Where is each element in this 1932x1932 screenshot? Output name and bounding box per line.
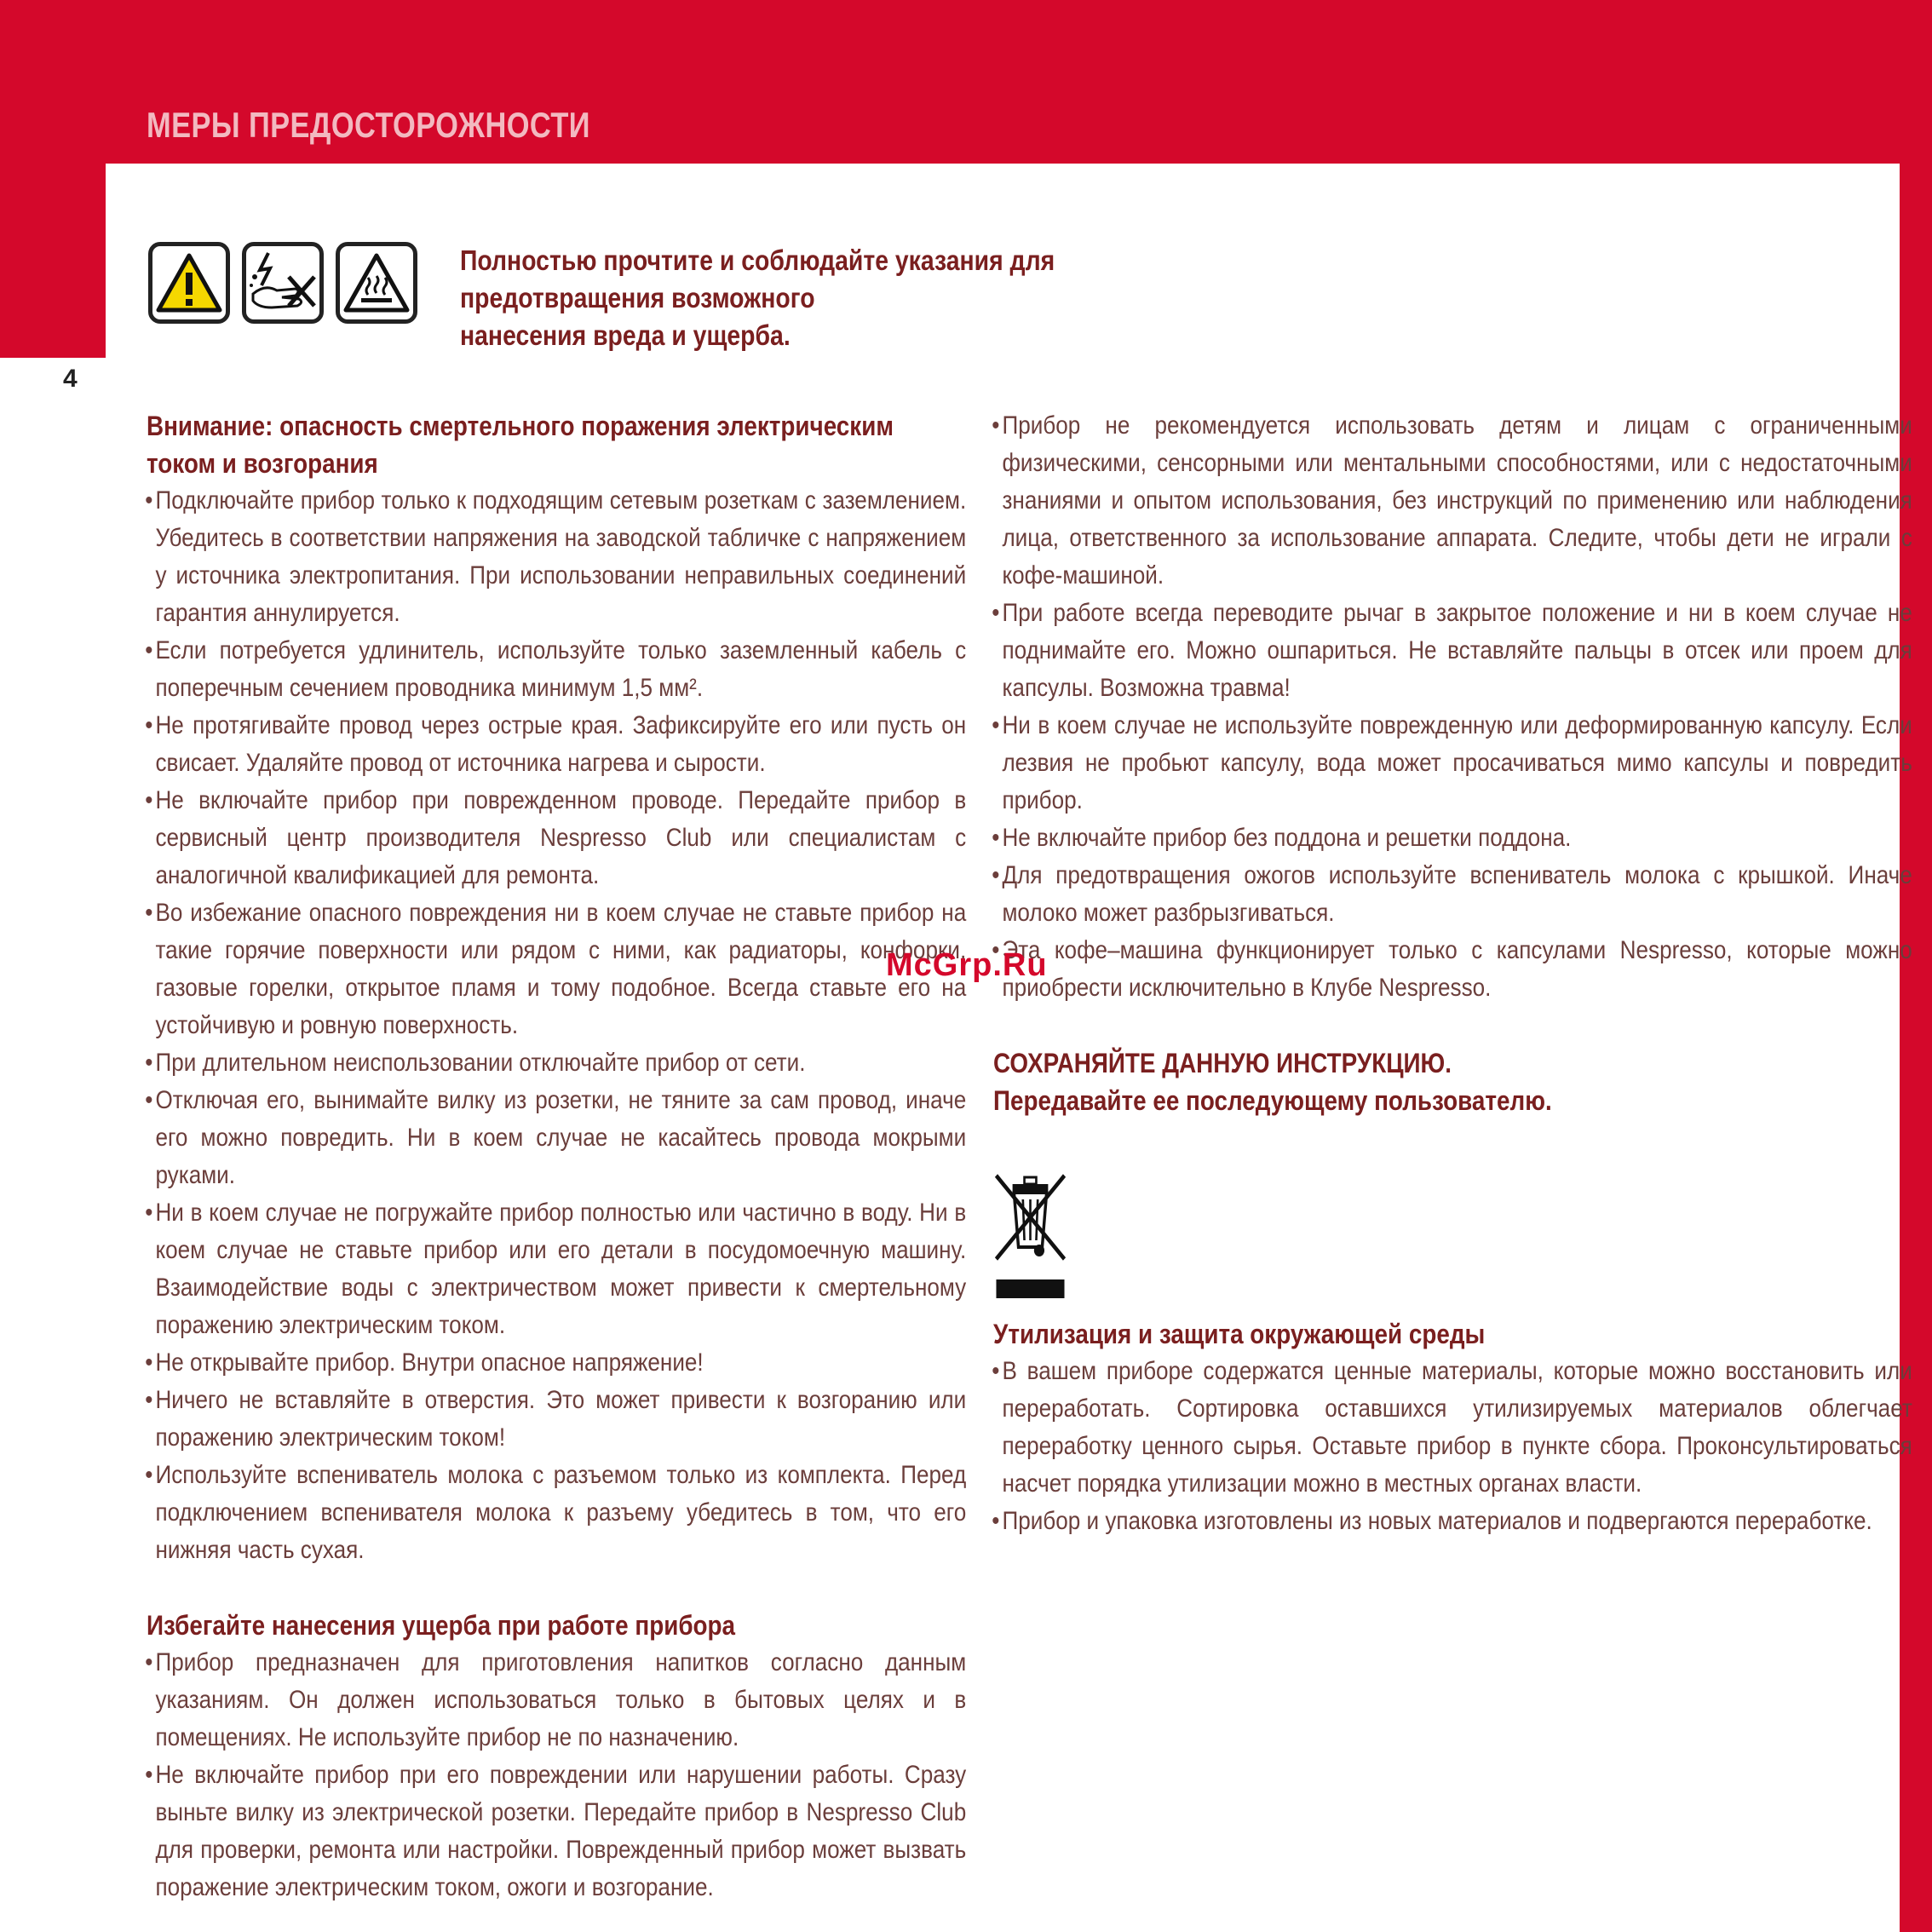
list-item: • Не включайте прибор без поддона и решетки поддона. xyxy=(993,819,1912,857)
list-item: • Эта кофе–машина функционирует только с капсулами Nespresso, которые можно приобрести исключительно в Клубе Nespresso. xyxy=(993,932,1912,1007)
keep-instructions-title: СОХРАНЯЙТЕ ДАННУЮ ИНСТРУКЦИЮ. xyxy=(993,1048,1452,1078)
damage-prevention-list xyxy=(147,1644,966,1906)
intro-line-1: Полностью прочтите и соблюдайте указания для предотвращения возможного xyxy=(460,244,1055,313)
list-item: • Если потребуется удлинитель, используйте только заземленный кабель с поперечным сечением проводника минимум 1,5 мм². xyxy=(147,632,966,707)
page-title: МЕРЫ ПРЕДОСТОРОЖНОСТИ xyxy=(147,105,590,145)
hot-surface-icon xyxy=(336,242,417,324)
section-heading-environment: Утилизация и защита окружающей среды xyxy=(993,1319,1486,1349)
intro-text xyxy=(460,242,1266,354)
list-item: • Не включайте прибор при его повреждении или нарушении работы. Сразу выньте вилку из электрической розетки. Передайте прибор в Nespresso Club для проверки, ремонта или настройки. Поврежденный прибор может вызвать поражение электрическим током, ожоги и возгорание. xyxy=(147,1757,966,1906)
list-item: • Во избежание опасного повреждения ни в коем случае не ставьте прибор на такие горячие поверхности или рядом с ними, как радиаторы, конфорки, газовые горелки, открытое пламя и тому подобное. Всегда ставьте его на устойчивую и ровную поверхность. xyxy=(147,894,966,1044)
section-heading-damage: Избегайте нанесения ущерба при работе прибора xyxy=(147,1610,736,1641)
list-item: • Не протягивайте провод через острые края. Зафиксируйте его или пусть он свисает. Удаляйте провод от источника нагрева и сырости. xyxy=(147,707,966,782)
watermark: McGrp.Ru xyxy=(886,947,1048,983)
electric-safety-list xyxy=(147,482,966,1569)
list-item: • Ничего не вставляйте в отверстия. Это может привести к возгоранию или поражению электрическим током! xyxy=(147,1382,966,1457)
list-item: • Используйте вспениватель молока с разъемом только из комплекта. Перед подключением вспенивателя молока к разъему убедитесь в том, что его нижняя часть сухая. xyxy=(147,1457,966,1569)
electric-shock-hand-icon xyxy=(242,242,324,324)
left-column xyxy=(147,407,1089,1906)
list-item: • При длительном неиспользовании отключайте прибор от сети. xyxy=(147,1044,966,1082)
right-column xyxy=(993,407,1932,1540)
intro-line-2: нанесения вреда и ущерба. xyxy=(460,319,791,351)
safety-icons xyxy=(148,242,417,324)
left-band xyxy=(0,0,106,358)
section-heading-electric: Внимание: опасность смертельного поражения электрическим током и возгорания xyxy=(147,411,894,479)
keep-instructions-subtitle: Передавайте ее последующему пользователю. xyxy=(993,1085,1552,1116)
list-item: • Не открывайте прибор. Внутри опасное напряжение! xyxy=(147,1344,966,1382)
list-item: • Для предотвращения ожогов используйте вспениватель молока с крышкой. Иначе молоко может разбрызгиваться. xyxy=(993,857,1912,932)
environment-list xyxy=(993,1353,1912,1540)
list-item: • Ни в коем случае не погружайте прибор полностью или частично в воду. Ни в коем случае не ставьте прибор или его детали в посудомоечную машину. Взаимодействие воды с электричеством может привести к смертельному поражению электрическим током. xyxy=(147,1194,966,1344)
list-item: • В вашем приборе содержатся ценные материалы, которые можно восстановить или переработать. Сортировка оставшихся утилизируемых материалов облегчает переработку ценного сырья. Оставьте прибор в пункте сбора. Проконсультироваться насчет порядка утилизации можно в местных органах власти. xyxy=(993,1353,1912,1503)
page-number: 4 xyxy=(63,365,78,393)
crossed-out-bin-icon xyxy=(993,1174,1067,1302)
list-item: • Не включайте прибор при поврежденном проводе. Передайте прибор в сервисный центр производителя Nespresso Club или специалистам с аналогичной квалификацией для ремонта. xyxy=(147,782,966,894)
list-item: • Прибор и упаковка изготовлены из новых материалов и подвергаются переработке. xyxy=(993,1503,1912,1540)
list-item: • Прибор не рекомендуется использовать детям и лицам с ограниченными физическими, сенсорными или ментальными способностями, или с недостаточными знаниями и опытом использования, без инструкций по применению или наблюдения лица, ответственного за использование аппарата. Следите, чтобы дети не играли с кофе-машиной. xyxy=(993,407,1912,595)
warning-triangle-icon xyxy=(148,242,230,324)
list-item: • Ни в коем случае не используйте поврежденную или деформированную капсулу. Если лезвия не пробьют капсулу, вода может просачиваться мимо капсулы и повредить прибор. xyxy=(993,707,1912,819)
list-item: • Отключая его, вынимайте вилку из розетки, не тяните за сам провод, иначе его можно повредить. Ни в коем случае не касайтесь провода мокрыми руками. xyxy=(147,1082,966,1194)
list-item: • Прибор предназначен для приготовления напитков согласно данным указаниям. Он должен использоваться только в бытовых целях и в помещениях. Не используйте прибор не по назначению. xyxy=(147,1644,966,1757)
list-item: • Подключайте прибор только к подходящим сетевым розеткам с заземлением. Убедитесь в соответствии напряжения на заводской табличке с напряжением у источника электропитания. При использовании неправильных соединений гарантия аннулируется. xyxy=(147,482,966,632)
usage-safety-list xyxy=(993,407,1912,1007)
list-item: • При работе всегда переводите рычаг в закрытое положение и ни в коем случае не поднимайте его. Можно ошпариться. Не вставляйте пальцы в отсек или проем для капсулы. Возможна травма! xyxy=(993,595,1912,707)
